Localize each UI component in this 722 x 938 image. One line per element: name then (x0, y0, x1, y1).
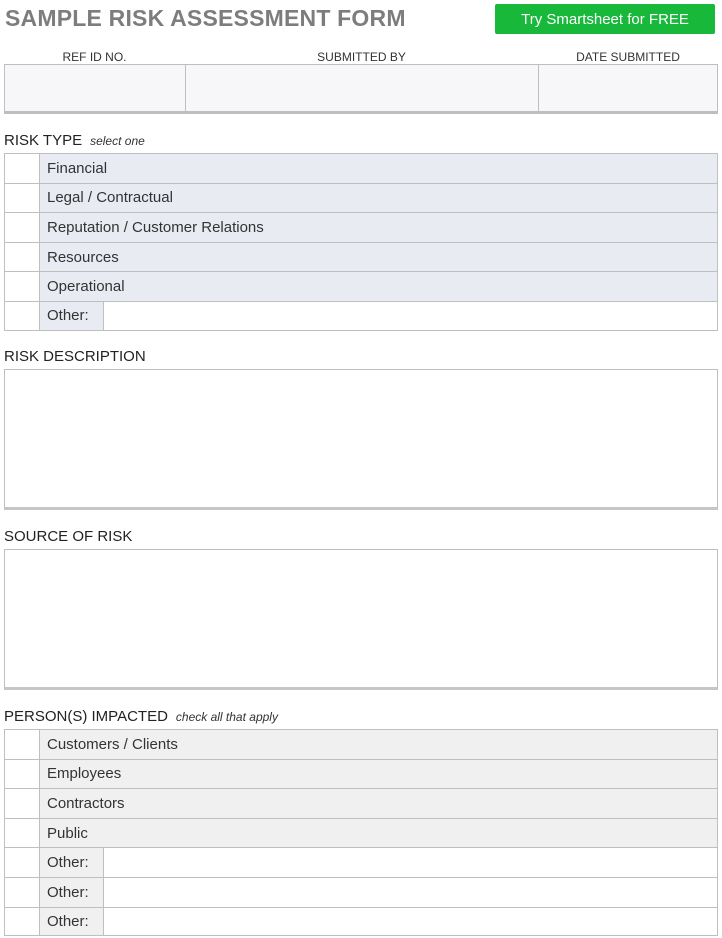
header-divider (4, 112, 718, 114)
form-title: SAMPLE RISK ASSESSMENT FORM (5, 5, 406, 31)
persons-impacted-label: PERSON(S) IMPACTED (4, 708, 168, 725)
risk-type-option-financial[interactable] (4, 153, 718, 183)
persons-impacted-hint: check all that apply (175, 710, 278, 724)
persons-other-input[interactable] (104, 877, 718, 907)
persons-checkbox[interactable] (4, 847, 40, 877)
source-of-risk-heading: SOURCE OF RISK (4, 528, 133, 545)
date-submitted-field[interactable] (538, 64, 718, 112)
submitted-by-field[interactable] (185, 64, 539, 112)
risk-type-heading (4, 132, 145, 149)
risk-type-option-label: Resources (40, 242, 718, 272)
risk-type-checkbox[interactable] (4, 301, 40, 330)
persons-checkbox[interactable] (4, 729, 40, 759)
persons-other-label: Other: (40, 847, 104, 877)
persons-option-other-1[interactable] (4, 847, 718, 877)
date-submitted-label: DATE SUBMITTED (576, 50, 680, 64)
try-smartsheet-button[interactable]: Try Smartsheet for FREE (495, 4, 715, 34)
risk-type-hint: select one (90, 134, 145, 148)
persons-checkbox[interactable] (4, 907, 40, 936)
risk-type-other-label: Other: (40, 301, 104, 330)
risk-type-option-reputation[interactable] (4, 212, 718, 242)
risk-type-option-label: Operational (40, 271, 718, 301)
submitted-by-label: SUBMITTED BY (317, 50, 406, 64)
persons-option-label: Employees (40, 759, 718, 789)
persons-option-contractors[interactable] (4, 788, 718, 818)
persons-other-input[interactable] (104, 847, 718, 877)
persons-checkbox[interactable] (4, 788, 40, 818)
persons-checkbox[interactable] (4, 759, 40, 789)
risk-description-input[interactable] (4, 369, 718, 510)
risk-type-option-resources[interactable] (4, 242, 718, 272)
risk-type-list (4, 153, 718, 331)
risk-type-option-other[interactable] (4, 301, 718, 331)
persons-checkbox[interactable] (4, 818, 40, 848)
risk-type-option-label: Reputation / Customer Relations (40, 212, 718, 242)
persons-other-input[interactable] (104, 907, 718, 936)
risk-type-other-input[interactable] (104, 301, 718, 330)
risk-type-checkbox[interactable] (4, 153, 40, 183)
ref-id-label: REF ID NO. (62, 50, 127, 64)
risk-description-heading: RISK DESCRIPTION (4, 348, 146, 365)
persons-option-employees[interactable] (4, 759, 718, 789)
persons-other-label: Other: (40, 877, 104, 907)
persons-option-other-2[interactable] (4, 877, 718, 907)
persons-option-label: Public (40, 818, 718, 848)
risk-type-checkbox[interactable] (4, 242, 40, 272)
persons-impacted-list (4, 729, 718, 936)
risk-type-option-label: Legal / Contractual (40, 183, 718, 213)
risk-type-checkbox[interactable] (4, 271, 40, 301)
source-of-risk-input[interactable] (4, 549, 718, 690)
risk-type-option-legal[interactable] (4, 183, 718, 213)
persons-checkbox[interactable] (4, 877, 40, 907)
risk-type-option-operational[interactable] (4, 271, 718, 301)
persons-option-label: Contractors (40, 788, 718, 818)
persons-option-public[interactable] (4, 818, 718, 848)
persons-other-label: Other: (40, 907, 104, 936)
persons-impacted-heading (4, 708, 278, 725)
risk-type-option-label: Financial (40, 153, 718, 183)
ref-id-field[interactable] (4, 64, 186, 112)
persons-option-other-3[interactable] (4, 907, 718, 937)
risk-type-checkbox[interactable] (4, 212, 40, 242)
risk-type-checkbox[interactable] (4, 183, 40, 213)
persons-option-label: Customers / Clients (40, 729, 718, 759)
risk-type-label: RISK TYPE (4, 132, 83, 149)
persons-option-customers[interactable] (4, 729, 718, 759)
